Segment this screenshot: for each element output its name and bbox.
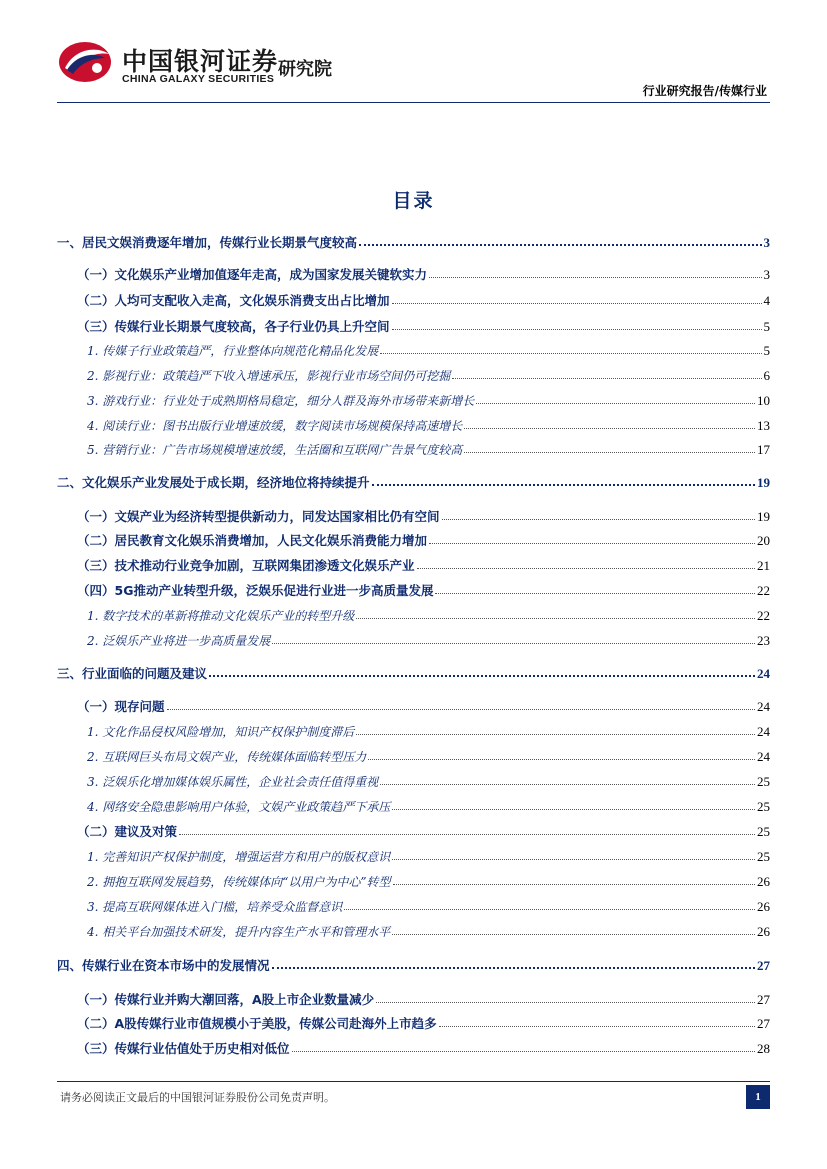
- toc-entry-level-3[interactable]: [57, 868, 770, 890]
- toc-entry-page: 25: [757, 774, 770, 789]
- toc-entry-level-1[interactable]: [57, 469, 770, 491]
- toc-entry-page: 24: [757, 666, 770, 681]
- toc-dot-leader: [439, 1026, 755, 1027]
- toc-entry-page: 17: [757, 442, 770, 457]
- brand-name-en: CHINA GALAXY SECURITIES: [122, 73, 275, 85]
- toc-entry-level-2[interactable]: [57, 503, 770, 525]
- toc-entry-label: 三、行业面临的问题及建议: [57, 666, 208, 681]
- toc-entry-page: 3: [763, 267, 770, 282]
- institute-label: 研究院: [278, 59, 332, 80]
- toc-entry-label: 1. 传媒子行业政策趋严，行业整体向规范化精品化发展: [87, 344, 379, 358]
- toc-dot-leader: [392, 329, 762, 330]
- toc-entry-label: 3. 泛娱乐化增加媒体娱乐属性，企业社会责任值得重视: [87, 775, 379, 789]
- toc-entry-label: （二）人均可支配收入走高，文化娱乐消费支出占比增加: [77, 293, 390, 308]
- toc-entry-page: 6: [763, 368, 770, 383]
- toc-entry-label: 2. 互联网巨头布局文娱产业，传统媒体面临转型压力: [87, 750, 367, 764]
- toc-entry-level-1[interactable]: [57, 952, 770, 974]
- toc-dot-leader: [429, 543, 755, 544]
- toc-entry-level-3[interactable]: [57, 918, 770, 940]
- toc-entry-label: 2. 拥抱互联网发展趋势，传统媒体向“以用户为中心”转型: [87, 875, 391, 889]
- toc-entry-level-3[interactable]: [57, 436, 770, 458]
- toc-entry-level-3[interactable]: [57, 843, 770, 865]
- toc-dot-leader: [356, 734, 755, 735]
- toc-entry-label: 3. 提高互联网媒体进入门槛，培养受众监督意识: [87, 900, 343, 914]
- toc-dot-leader: [372, 484, 755, 486]
- toc-entry-page: 26: [757, 874, 770, 889]
- toc-entry-label: 1. 数字技术的革新将推动文化娱乐产业的转型升级: [87, 609, 355, 623]
- toc-entry-level-3[interactable]: [57, 893, 770, 915]
- toc-entry-label: （三）传媒行业长期景气度较高，各子行业仍具上升空间: [77, 319, 390, 334]
- toc-entry-label: 5. 营销行业：广告市场规模增速放缓，生活圈和互联网广告景气度较高: [87, 443, 463, 457]
- toc-dot-leader: [167, 709, 755, 710]
- toc-entry-label: 4. 相关平台加强技术研发，提升内容生产水平和管理水平: [87, 925, 391, 939]
- toc-dot-leader: [272, 643, 755, 644]
- toc-entry-label: （一）文化娱乐产业增加值逐年走高，成为国家发展关键软实力: [77, 267, 428, 282]
- toc-entry-level-2[interactable]: [57, 818, 770, 840]
- toc-entry-level-3[interactable]: [57, 793, 770, 815]
- toc-dot-leader: [476, 403, 755, 404]
- toc-entry-level-2[interactable]: [57, 1010, 770, 1032]
- toc-entry-level-2[interactable]: [57, 261, 770, 283]
- toc-entry-page: 19: [757, 475, 770, 490]
- toc-entry-label: （一）现存问题: [77, 699, 165, 714]
- toc-entry-level-2[interactable]: [57, 577, 770, 599]
- page-header: [0, 0, 827, 105]
- footer-divider: [57, 1081, 770, 1082]
- toc-dot-leader: [376, 1002, 755, 1003]
- toc-dot-leader: [464, 452, 755, 453]
- toc-entry-page: 21: [757, 558, 770, 573]
- toc-entry-label: 4. 网络安全隐患影响用户体验，文娱产业政策趋严下承压: [87, 800, 391, 814]
- toc-entry-page: 25: [757, 849, 770, 864]
- toc-entry-page: 26: [757, 899, 770, 914]
- toc-entry-label: （二）居民教育文化娱乐消费增加，人民文化娱乐消费能力增加: [77, 533, 428, 548]
- toc-entry-page: 24: [757, 749, 770, 764]
- toc-entry-page: 4: [763, 293, 770, 308]
- toc-entry-label: （四）5G推动产业转型升级，泛娱乐促进行业进一步高质量发展: [77, 583, 434, 598]
- toc-entry-level-3[interactable]: [57, 337, 770, 359]
- toc-entry-page: 10: [757, 393, 770, 408]
- toc-entry-page: 5: [763, 319, 770, 334]
- toc-entry-page: 25: [757, 824, 770, 839]
- toc-dot-leader: [356, 618, 755, 619]
- toc-entry-page: 27: [757, 992, 770, 1007]
- toc-dot-leader: [179, 834, 755, 835]
- toc-entry-level-3[interactable]: [57, 768, 770, 790]
- toc-entry-page: 27: [757, 958, 770, 973]
- toc-entry-page: 23: [757, 633, 770, 648]
- toc-entry-label: 2. 泛娱乐产业将进一步高质量发展: [87, 634, 271, 648]
- toc-dot-leader: [429, 277, 761, 278]
- toc-dot-leader: [435, 593, 755, 594]
- toc-entry-label: 二、文化娱乐产业发展处于成长期，经济地位将持续提升: [57, 475, 370, 490]
- toc-dot-leader: [359, 244, 761, 246]
- toc-entry-label: （一）文娱产业为经济转型提供新动力，同发达国家相比仍有空间: [77, 509, 440, 524]
- toc-entry-level-2[interactable]: [57, 313, 770, 335]
- toc-entry-page: 28: [757, 1041, 770, 1056]
- toc-entry-level-3[interactable]: [57, 743, 770, 765]
- toc-entry-level-3[interactable]: [57, 362, 770, 384]
- toc-entry-label: （三）传媒行业估值处于历史相对低位: [77, 1041, 290, 1056]
- toc-entry-label: 四、传媒行业在资本市场中的发展情况: [57, 958, 270, 973]
- toc-entry-level-3[interactable]: [57, 718, 770, 740]
- report-category: 行业研究报告/传媒行业: [642, 84, 767, 98]
- toc-entry-label: （二）建议及对策: [77, 824, 178, 839]
- toc-dot-leader: [392, 809, 755, 810]
- toc-entry-level-3[interactable]: [57, 412, 770, 434]
- toc-entry-level-1[interactable]: [57, 229, 770, 251]
- galaxy-logo-icon: [57, 40, 113, 84]
- footer-disclaimer: 请务必阅读正文最后的中国银河证券股份公司免责声明。: [60, 1091, 335, 1104]
- brand-name-cn: 中国银河证券: [122, 47, 279, 76]
- toc-entry-page: 27: [757, 1016, 770, 1031]
- toc-entry-level-3[interactable]: [57, 602, 770, 624]
- toc-dot-leader: [417, 568, 755, 569]
- toc-dot-leader: [368, 759, 755, 760]
- toc-entry-page: 26: [757, 924, 770, 939]
- toc-entry-label: 1. 完善知识产权保护制度，增强运营方和用户的版权意识: [87, 850, 391, 864]
- toc-entry-level-2[interactable]: [57, 986, 770, 1008]
- toc-entry-page: 25: [757, 799, 770, 814]
- toc-dot-leader: [464, 428, 755, 429]
- toc-entry-label: （一）传媒行业并购大潮回落，A股上市企业数量减少: [77, 992, 375, 1007]
- toc-entry-page: 22: [757, 608, 770, 623]
- toc-entry-label: 4. 阅读行业：图书出版行业增速放缓，数字阅读市场规模保持高速增长: [87, 419, 463, 433]
- toc-entry-page: 22: [757, 583, 770, 598]
- toc-entry-level-2[interactable]: [57, 552, 770, 574]
- toc-title: 目录: [392, 190, 435, 212]
- toc-entry-label: 1. 文化作品侵权风险增加，知识产权保护制度滞后: [87, 725, 355, 739]
- toc-entry-page: 13: [757, 418, 770, 433]
- toc-dot-leader: [209, 675, 755, 677]
- toc-entry-page: 24: [757, 699, 770, 714]
- toc-dot-leader: [393, 884, 755, 885]
- toc-dot-leader: [392, 859, 755, 860]
- toc-entry-page: 24: [757, 724, 770, 739]
- toc-entry-page: 20: [757, 533, 770, 548]
- toc-dot-leader: [380, 353, 761, 354]
- toc-dot-leader: [442, 519, 755, 520]
- toc-dot-leader: [380, 784, 755, 785]
- toc-entry-level-2[interactable]: [57, 693, 770, 715]
- toc-entry-page: 5: [763, 343, 770, 358]
- toc-dot-leader: [392, 303, 762, 304]
- toc-entry-level-3[interactable]: [57, 387, 770, 409]
- toc-entry-level-2[interactable]: [57, 1035, 770, 1057]
- toc-entry-label: 一、居民文娱消费逐年增加，传媒行业长期景气度较高: [57, 235, 358, 250]
- toc-entry-level-2[interactable]: [57, 527, 770, 549]
- toc-dot-leader: [344, 909, 755, 910]
- toc-entry-level-1[interactable]: [57, 660, 770, 682]
- toc-entry-page: 3: [763, 235, 770, 250]
- toc-entry-label: （三）技术推动行业竞争加剧，互联网集团渗透文化娱乐产业: [77, 558, 415, 573]
- toc-entry-label: 2. 影视行业：政策趋严下收入增速承压，影视行业市场空间仍可挖掘: [87, 369, 451, 383]
- toc-dot-leader: [272, 967, 755, 969]
- toc-entry-label: 3. 游戏行业：行业处于成熟期格局稳定，细分人群及海外市场带来新增长: [87, 394, 475, 408]
- toc-entry-level-3[interactable]: [57, 627, 770, 649]
- header-divider: [57, 102, 770, 103]
- page-number-badge: 1: [746, 1085, 770, 1109]
- toc-dot-leader: [292, 1051, 755, 1052]
- toc-entry-level-2[interactable]: [57, 287, 770, 309]
- toc-entry-label: （二）A股传媒行业市值规模小于美股，传媒公司赴海外上市趋多: [77, 1016, 437, 1031]
- toc-entry-page: 19: [757, 509, 770, 524]
- toc-dot-leader: [392, 934, 755, 935]
- toc-dot-leader: [452, 378, 761, 379]
